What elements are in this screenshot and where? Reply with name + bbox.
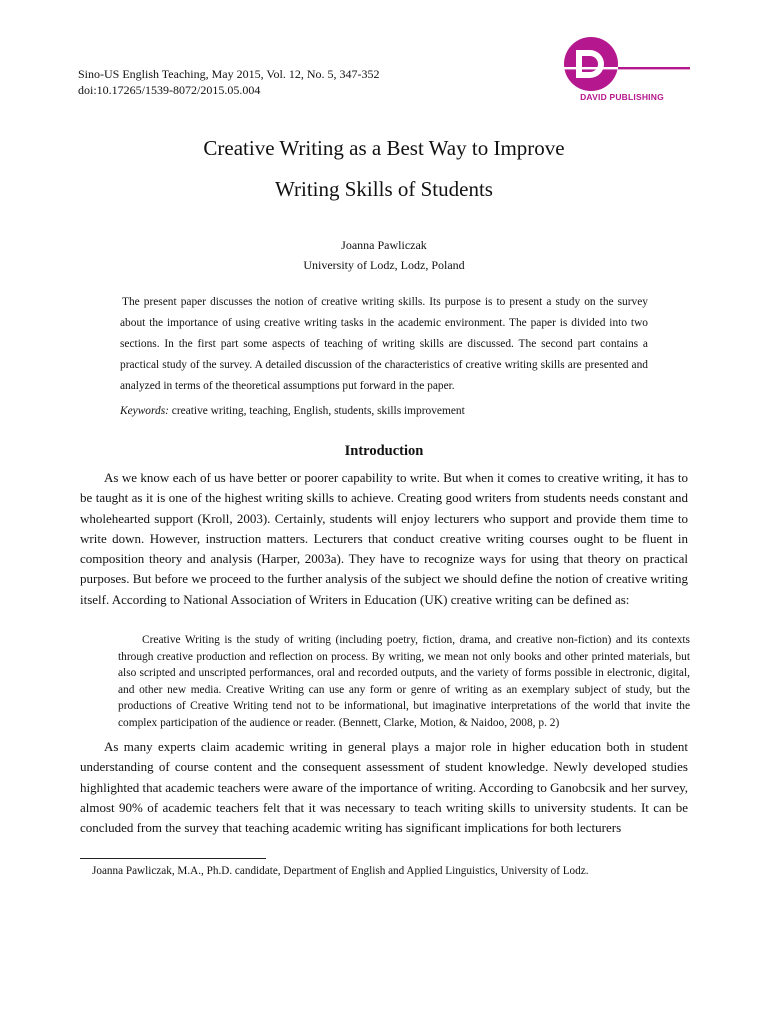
title-line-1: Creative Writing as a Best Way to Improve (203, 136, 565, 160)
publisher-name: DAVID PUBLISHING (580, 92, 664, 102)
article-title (0, 128, 768, 210)
doi: doi:10.17265/1539-8072/2015.05.004 (78, 83, 261, 97)
journal-header (78, 66, 380, 98)
title-line-2: Writing Skills of Students (275, 177, 493, 201)
keywords-list: creative writing, teaching, English, students, skills improvement (171, 405, 465, 417)
author-affiliation: University of Lodz, Lodz, Poland (303, 258, 465, 272)
keywords-label: Keywords: (120, 405, 169, 417)
footnote-divider (80, 858, 266, 859)
abstract: The present paper discusses the notion of creative writing skills. Its purpose is to present a study on the survey about the importance of using creative writing tasks in the academic environment. The paper is divided into two sections. In the first part some aspects of teaching of writing skills are discussed. The second part contains a practical study of the survey. A detailed discussion of the characteristics of creative writing skills are presented and analyzed in terms of the theoretical assumptions put forward in the paper. (120, 296, 648, 392)
author-name: Joanna Pawliczak (341, 238, 427, 252)
body-paragraph-1: As we know each of us have better or poorer capability to write. But when it comes to creative writing, it has to be taught as it is one of the highest writing skills to achieve. Creating good writers from students needs constant and wholehearted support (Kroll, 2003). Certainly, students will enjoy lecturers who support and provide them time to write down. However, instruction matters. Lecturers that conduct creative writing courses ought to be fluent in composition theory and analysis (Harper, 2003a). They have to recognize ways for using that theory on practical purposes. But before we proceed to the further analysis of the subject we should define the notion of creative writing itself. According to National Association of Writers in Education (UK) creative writing can be defined as: (80, 470, 688, 607)
block-quote: Creative Writing is the study of writing (including poetry, fiction, drama, and creative non-fiction) and its contexts through creative production and reflection on process. By writing, we mean not only books and other printed materials, but also scripted and unscripted performances, oral and recorded outputs, and the variety of forms possible in electronic, digital, and other new media. Creative Writing can use any form or genre of writing as an exemplary subject of study, but the productions of Creative Writing tend not to be informational, but imaginative interpretations of the world that invite the complex participation of the audience or reader. (Bennett, Clarke, Motion, & Naidoo, 2008, p. 2) (118, 634, 690, 729)
keywords (120, 401, 648, 421)
author-block (0, 235, 768, 275)
publisher-logo-icon (554, 37, 690, 93)
body-paragraph-2: As many experts claim academic writing in general plays a major role in higher education both in student understanding of course content and the consequent assessment of student knowledge. Newly developed studies highlighted that academic teachers were aware of the importance of writing. According to Ganobcsik and her survey, almost 90% of academic teachers felt that it was necessary to teach writing skills to university students. It can be concluded from the survey that teaching academic writing has significant implications for both lecturers (80, 739, 688, 836)
publisher-logo (554, 37, 690, 107)
section-heading-introduction: Introduction (344, 443, 424, 459)
footnote: Joanna Pawliczak, M.A., Ph.D. candidate, Department of English and Applied Linguistics, University of Lodz. (92, 865, 589, 877)
journal-citation: Sino-US English Teaching, May 2015, Vol. 12, No. 5, 347-352 (78, 67, 380, 81)
